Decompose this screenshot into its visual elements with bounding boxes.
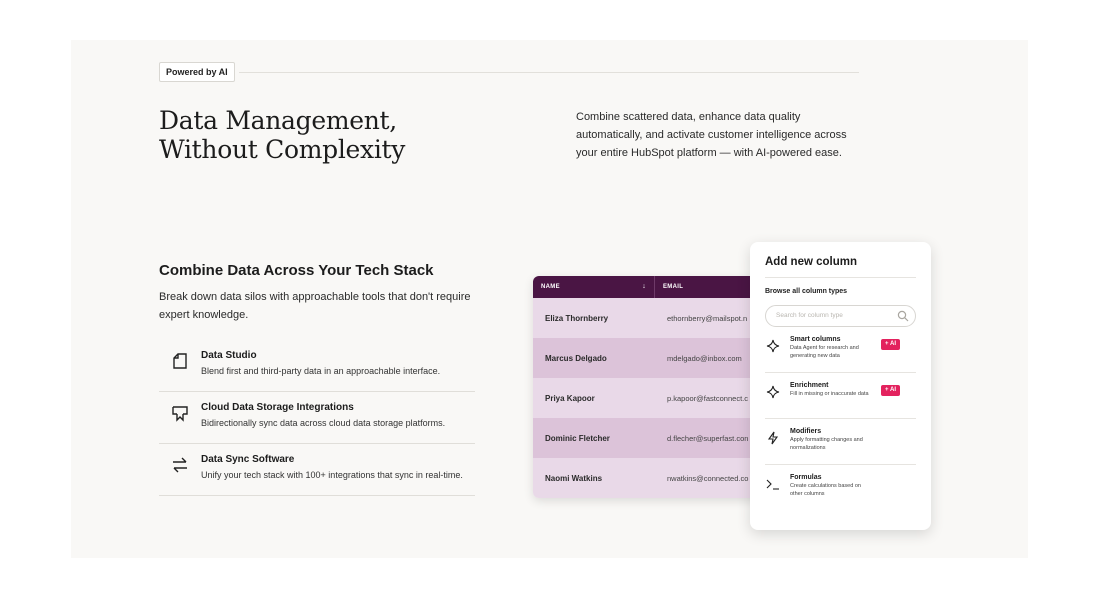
option-formulas[interactable] xyxy=(765,465,916,511)
feature-list xyxy=(159,340,475,496)
sparkle-icon xyxy=(766,339,780,353)
ai-badge: + AI xyxy=(881,385,900,396)
feature-title: Cloud Data Storage Integrations xyxy=(201,402,354,413)
popup-subtitle: Browse all column types xyxy=(765,288,848,295)
option-text: Data Agent for research and generating new data xyxy=(790,345,859,359)
search-icon[interactable] xyxy=(897,310,909,322)
data-studio-icon xyxy=(171,352,189,370)
feature-item-cloud-storage[interactable] xyxy=(159,392,475,444)
section-title: Combine Data Across Your Tech Stack xyxy=(159,262,434,279)
cell-name: Dominic Fletcher xyxy=(545,433,610,443)
lightning-icon xyxy=(766,431,780,445)
option-text: Fill in missing or inaccurate data xyxy=(790,391,869,397)
terminal-prompt-icon xyxy=(766,477,780,491)
hero-title-line-1: Data Management, xyxy=(159,106,397,135)
cell-email: nwatkins@connected.co xyxy=(667,473,749,483)
hero-title xyxy=(159,106,479,164)
section-description: Break down data silos with approachable tools that don't require expert knowledge. xyxy=(159,291,471,321)
feature-title: Data Studio xyxy=(201,350,257,361)
cell-name: Naomi Watkins xyxy=(545,473,603,483)
feature-text: Blend first and third-party data in an approachable interface. xyxy=(201,366,441,376)
divider xyxy=(239,72,859,73)
cell-name: Eliza Thornberry xyxy=(545,313,609,323)
option-enrichment[interactable] xyxy=(765,373,916,419)
sync-arrows-icon xyxy=(171,456,189,474)
option-title: Formulas xyxy=(790,474,822,481)
column-header-label: EMAIL xyxy=(663,284,684,290)
feature-text: Bidirectionally sync data across cloud data storage platforms. xyxy=(201,418,446,428)
column-header-email[interactable] xyxy=(655,276,683,298)
hero-title-line-2: Without Complexity xyxy=(159,135,406,164)
powered-by-ai-badge: Powered by AI xyxy=(159,62,235,82)
cell-name: Priya Kapoor xyxy=(545,393,595,403)
cell-email: d.flecher@superfast.con xyxy=(667,433,749,443)
cell-email: ethornberry@mailspot.n xyxy=(667,313,748,323)
option-text: Create calculations based on other columns xyxy=(790,483,861,497)
option-title: Smart columns xyxy=(790,336,841,343)
column-header-name[interactable] xyxy=(533,276,655,298)
option-title: Enrichment xyxy=(790,382,829,389)
hero-description: Combine scattered data, enhance data quality automatically, and activate customer intelligence across your entire HubSpot platform — with AI-powered ease. xyxy=(576,111,847,159)
add-column-popup xyxy=(750,242,931,530)
search-placeholder: Search for column type xyxy=(776,312,843,319)
option-title: Modifiers xyxy=(790,428,822,435)
feature-text: Unify your tech stack with 100+ integrations that sync in real-time. xyxy=(201,470,463,480)
feature-title: Data Sync Software xyxy=(201,454,295,465)
option-text: Apply formatting changes and normalizations xyxy=(790,437,863,451)
column-header-label: NAME xyxy=(541,284,560,290)
feature-panel xyxy=(71,40,1028,558)
cloud-storage-icon xyxy=(171,404,189,422)
feature-item-data-studio[interactable] xyxy=(159,340,475,392)
option-modifiers[interactable] xyxy=(765,419,916,465)
cell-name: Marcus Delgado xyxy=(545,353,607,363)
popup-title: Add new column xyxy=(765,256,916,278)
badge-row xyxy=(159,62,859,84)
cell-email: p.kapoor@fastconnect.c xyxy=(667,393,748,403)
sort-arrow-icon[interactable]: ↓ xyxy=(642,283,646,290)
feature-item-data-sync[interactable] xyxy=(159,444,475,496)
column-type-search-input[interactable] xyxy=(765,305,916,327)
cell-email: mdelgado@inbox.com xyxy=(667,353,742,363)
ai-badge: + AI xyxy=(881,339,900,350)
sparkle-icon xyxy=(766,385,780,399)
option-smart-columns[interactable] xyxy=(765,327,916,373)
